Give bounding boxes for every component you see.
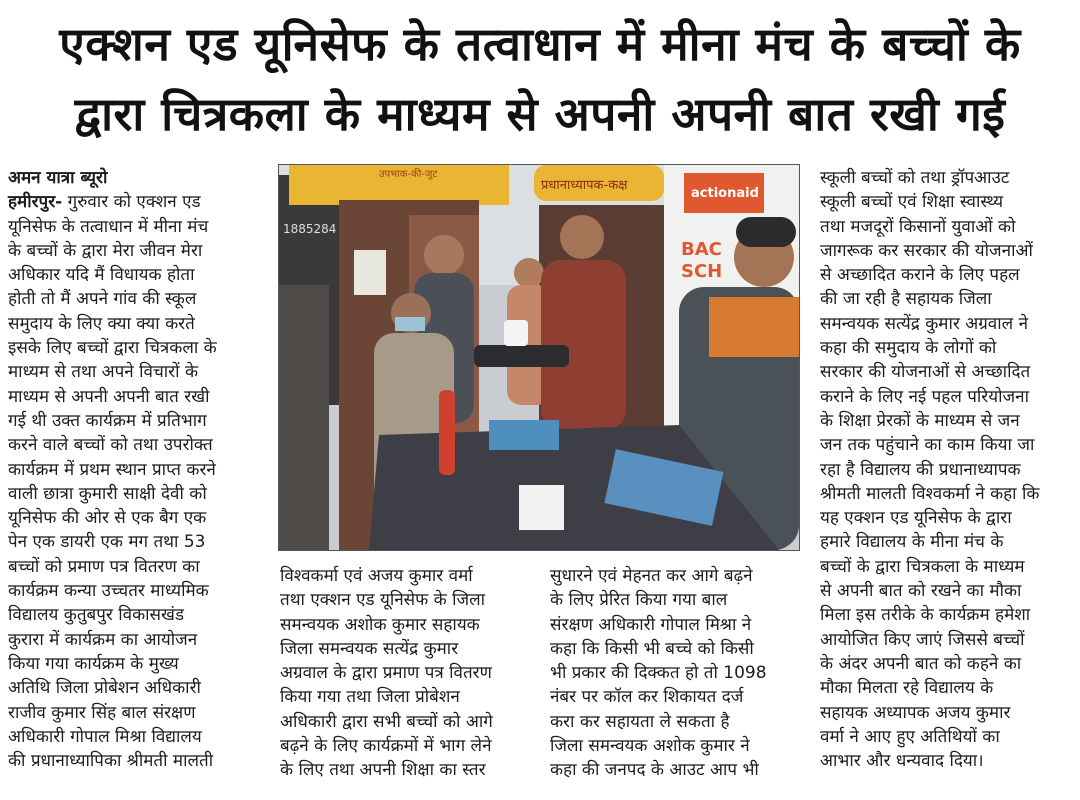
text-line: हमारे विद्यालय के मीना मंच के bbox=[820, 532, 1004, 553]
text-line: आयोजित किए जाएं जिससे बच्चों bbox=[820, 629, 1025, 650]
text-line: यूनिसेफ के तत्वाधान में मीना मंच bbox=[8, 216, 209, 237]
text-line: के शिक्षा प्रेरकों के माध्यम से जन bbox=[820, 410, 1020, 431]
text-line: की जा रही है सहायक जिला bbox=[820, 289, 992, 310]
text-line: वाली छात्रा कुमारी साक्षी देवी को bbox=[8, 483, 207, 504]
text-line: बच्चों के द्वारा चित्रकला के माध्यम bbox=[820, 556, 1025, 577]
text-line: अधिकारी गोपाल मिश्रा विद्यालय bbox=[8, 726, 202, 747]
text-line: मिला इस तरीके के कार्यक्रम हमेशा bbox=[820, 605, 1031, 626]
sign-right-text: प्रधानाध्यापक-कक्ष bbox=[541, 178, 628, 193]
text-line: माध्यम से तथा अपने विचारों के bbox=[8, 362, 198, 383]
blackboard-text: 1885284 bbox=[283, 222, 337, 236]
text-line: स्कूली बच्चों को तथा ड्रॉपआउट bbox=[820, 168, 1010, 188]
text-line: कुरारा में कार्यक्रम का आयोजन bbox=[8, 629, 198, 650]
banner-brand: actionaid bbox=[691, 186, 759, 201]
text-line: यूनिसेफ की ओर से एक बैग एक bbox=[8, 508, 207, 529]
headline-line-2: द्वारा चित्रकला के माध्यम से अपनी अपनी बात रखी गई bbox=[74, 87, 1006, 141]
text-line: तथा मजदूरों किसानों युवाओं को bbox=[820, 216, 1016, 237]
text-line: बढ़ने के लिए कार्यक्रमों में भाग लेने bbox=[280, 736, 492, 757]
text-line: अधिकारी द्वारा सभी बच्चों को आगे bbox=[280, 711, 493, 732]
text-line: आभार और धन्यवाद दिया। bbox=[820, 751, 984, 772]
text-line: श्रीमती मालती विश्वकर्मा ने कहा कि bbox=[820, 483, 1040, 504]
text-line: सहायक अध्यापक अजय कुमार bbox=[820, 702, 1011, 723]
text-line: होती तो मैं अपने गांव की स्कूल bbox=[8, 289, 197, 310]
text-line: वर्मा ने आए हुए अतिथियों का bbox=[820, 726, 1000, 747]
dateline: हमीरपुर- bbox=[8, 192, 63, 213]
text-line: जिला समन्वयक सत्येंद्र कुमार bbox=[280, 638, 459, 659]
text-line: कहा की जनपद के आउट आप भी bbox=[550, 760, 759, 781]
text-line: से अपनी बात को रखने का मौका bbox=[820, 581, 1022, 602]
photo-illustration bbox=[279, 165, 799, 550]
text-line: नंबर पर कॉल कर शिकायत दर्ज bbox=[550, 687, 744, 708]
banner-text-2: SCH bbox=[681, 261, 723, 282]
text-line: समुदाय के लिए क्या क्या करते bbox=[8, 313, 195, 334]
text-line: कहा कि किसी भी बच्चे को किसी bbox=[550, 638, 754, 659]
gift-bag bbox=[474, 345, 569, 367]
text-line: गई थी उक्त कार्यक्रम में प्रतिभाग bbox=[8, 410, 207, 431]
text-line: राजीव कुमार सिंह बाल संरक्षण bbox=[8, 702, 196, 723]
text-line: के लिए तथा अपनी शिक्षा का स्तर bbox=[280, 760, 486, 781]
text-line: भी प्रकार की दिक्कत हो तो 1098 bbox=[550, 663, 767, 684]
headline-line-1: एक्शन एड यूनिसेफ के तत्वाधान में मीना मंच के बच्चों के bbox=[59, 17, 1021, 71]
text-line: किया गया कार्यक्रम के मुख्य bbox=[8, 653, 179, 674]
text-line: समन्वयक सत्येंद्र कुमार अग्रवाल ने bbox=[820, 313, 1029, 334]
text-line: अधिकार यदि मैं विधायक होता bbox=[8, 265, 195, 286]
text-line: रहा है विद्यालय की प्रधानाध्यापक bbox=[820, 459, 1021, 480]
text-line: इसके लिए बच्चों द्वारा चित्रकला के bbox=[8, 338, 217, 359]
text-line: के लिए प्रेरित किया गया बाल bbox=[550, 590, 728, 611]
banner-text-1: BAC bbox=[681, 239, 722, 260]
text-line: करने वाले बच्चों को तथा उपरोक्त bbox=[8, 435, 213, 456]
text-line: की प्रधानाध्यापिका श्रीमती मालती bbox=[8, 751, 214, 772]
text-line: से अच्छादित कराने के लिए पहल bbox=[820, 265, 1020, 286]
text-line: पेन एक डायरी एक मग तथा 53 bbox=[8, 532, 206, 553]
article-photo bbox=[278, 164, 800, 551]
text-line: जन तक पहुंचाने का काम किया जा bbox=[820, 435, 1035, 456]
article-column-1 bbox=[8, 166, 268, 773]
text-line: कार्यक्रम में प्रथम स्थान प्राप्त करने bbox=[8, 459, 216, 480]
article-column-2 bbox=[280, 564, 542, 783]
mug bbox=[504, 320, 528, 346]
text-line: के बच्चों के द्वारा मेरा जीवन मेरा bbox=[8, 240, 203, 261]
byline: अमन यात्रा ब्यूरो bbox=[8, 168, 108, 188]
sign-left-text: उपभाक-की-जुट bbox=[379, 169, 438, 180]
text-line: जागरूक कर सरकार की योजनाओं bbox=[820, 240, 1033, 261]
text-line: किया गया तथा जिला प्रोबेशन bbox=[280, 687, 460, 708]
text-line bbox=[8, 190, 268, 214]
text-line: सुधारने एवं मेहनत कर आगे बढ़ने bbox=[550, 566, 753, 586]
text-line: अग्रवाल के द्वारा प्रमाण पत्र वितरण bbox=[280, 663, 492, 684]
text-line: समन्वयक अशोक कुमार सहायक bbox=[280, 614, 480, 635]
text-line: बच्चों को प्रमाण पत्र वितरण का bbox=[8, 556, 200, 577]
text-line: संरक्षण अधिकारी गोपाल मिश्रा ने bbox=[550, 614, 752, 635]
text-line: तथा एक्शन एड यूनिसेफ के जिला bbox=[280, 590, 486, 611]
text-line: यह एक्शन एड यूनिसेफ के द्वारा bbox=[820, 508, 1012, 529]
text-line: विद्यालय कुतुबपुर विकासखंड bbox=[8, 605, 185, 626]
text-line: जिला समन्वयक अशोक कुमार ने bbox=[550, 736, 750, 757]
text-line: कार्यक्रम कन्या उच्चतर माध्यमिक bbox=[8, 581, 209, 602]
text-line: के अंदर अपनी बात को कहने का bbox=[820, 653, 1022, 674]
text-line: माध्यम से अपनी अपनी बात रखी bbox=[8, 386, 210, 407]
text-line: मौका मिलता रहे विद्यालय के bbox=[820, 678, 994, 699]
text-line-content: गुरुवार को एक्शन एड bbox=[62, 192, 201, 213]
text-line: स्कूली बच्चों एवं शिक्षा स्वास्थ्य bbox=[820, 192, 1004, 213]
article-column-3 bbox=[550, 564, 812, 783]
text-line: विश्वकर्मा एवं अजय कुमार वर्मा bbox=[280, 566, 473, 586]
text-line: अतिथि जिला प्रोबेशन अधिकारी bbox=[8, 678, 201, 699]
article-column-4 bbox=[820, 166, 1078, 773]
text-line: करा कर सहायता ले सकता है bbox=[550, 711, 730, 732]
text-line: सरकार की योजनाओं से अच्छादित bbox=[820, 362, 1031, 383]
text-line: कराने के लिए नई पहल परियोजना bbox=[820, 386, 1029, 407]
text-line: कहा की समुदाय के लोगों को bbox=[820, 338, 997, 359]
